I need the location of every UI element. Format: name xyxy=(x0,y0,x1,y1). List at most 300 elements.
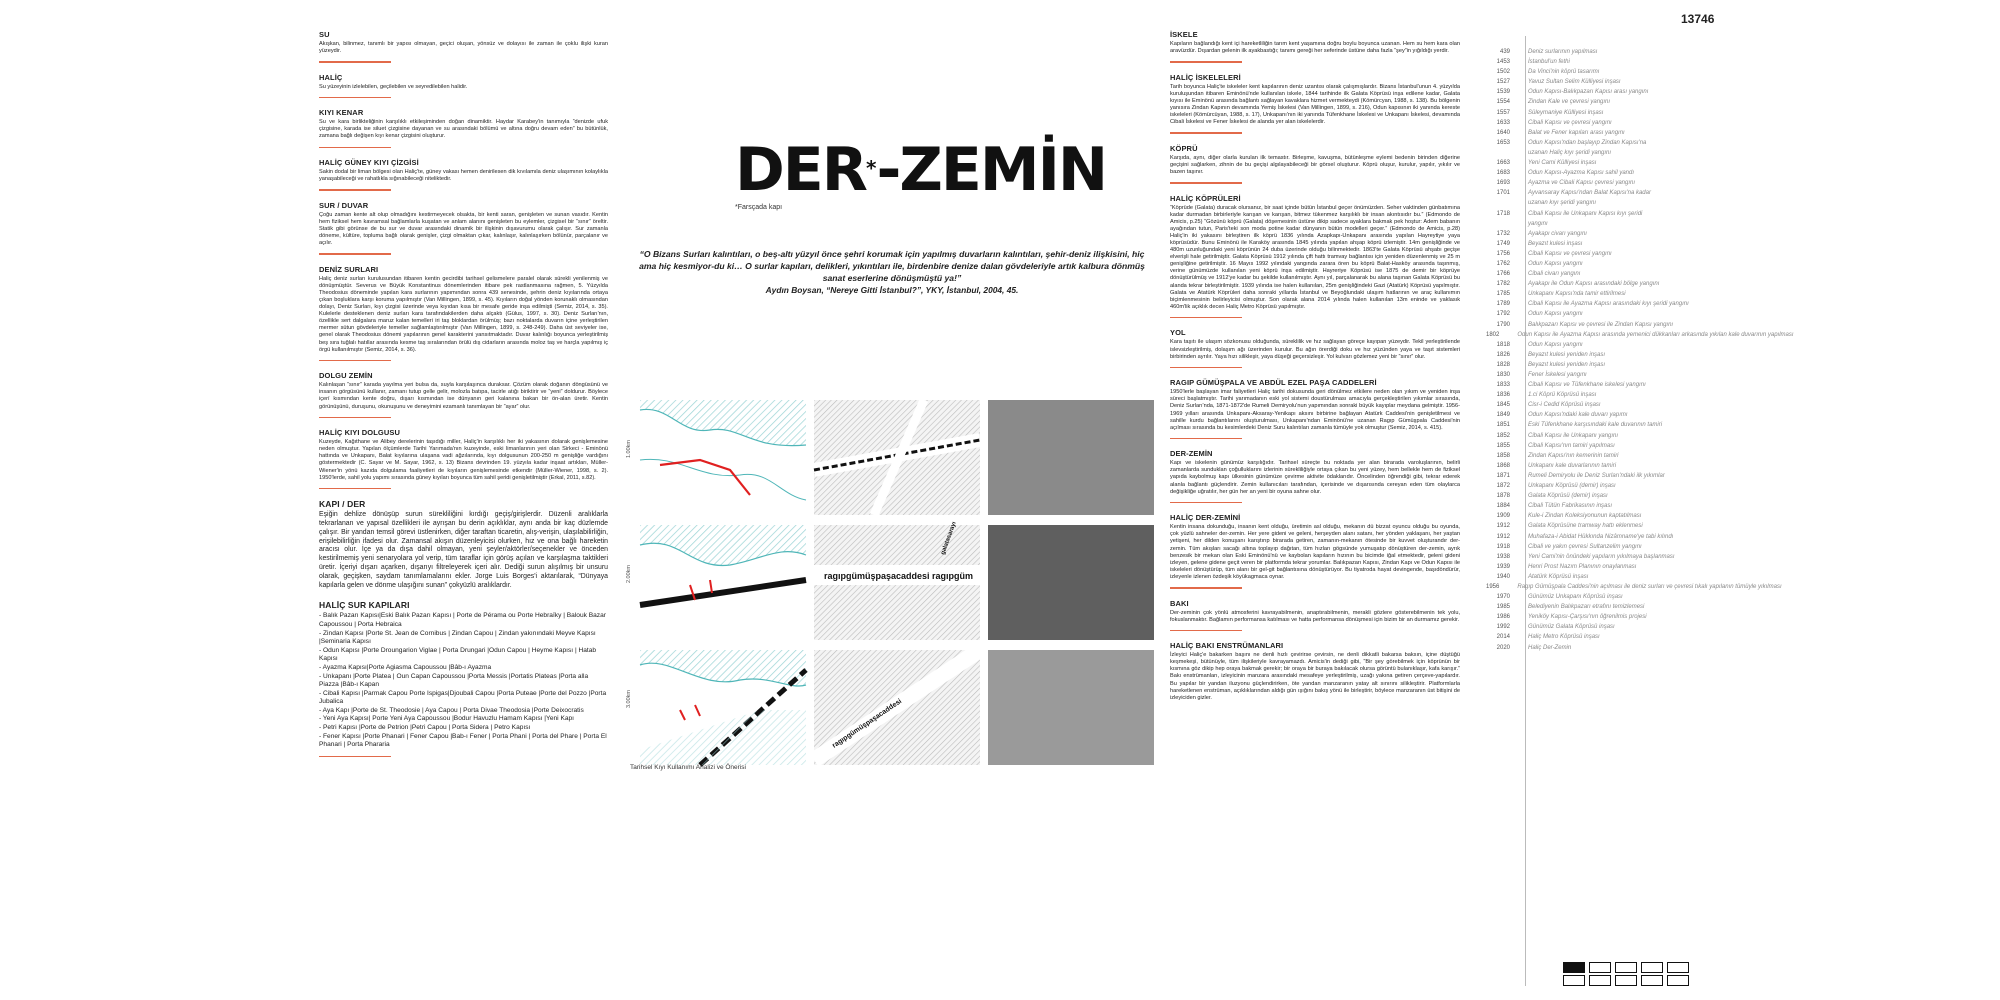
section-baki-enstrumanlari xyxy=(1170,641,1460,702)
gate-item: - Aya Kapı |Porte de St. Theodosie | Aya Capou | Porta Divae Theodosia |Porte Deixocratis xyxy=(319,706,584,714)
section-text: Çoğu zaman kente alt olup olmadığını kestirmeyecek olsakta, bir kenti saran, genişleten ve sunan vasıdır. Kentin hem fiziksel hem kavramsal bağlamlarla kuşatan ve anlam alanını genişleten bu eylemler, çizgisel bir “sınır” öreltir. Statik gibi görünse de bu sur ve duvar arasındaki dinamik bir ilişkinin dışavurumu olarak çalışır. Sur zamanla döneme, kültüre, topluma bağlı olarak genişler, çizgi olmaktan çıkar, kalınlaşır, kalınlaşırken bölünür, parçalanır ve açılır. xyxy=(319,211,608,247)
timeline-entry xyxy=(1486,189,1736,199)
timeline-year: 1683 xyxy=(1496,170,1510,177)
timeline-event: 1.ci Köprü Köprüsü inşası xyxy=(1528,392,1597,399)
street-label: ragıpgümüşpaşacaddesi xyxy=(831,697,904,750)
section-underline xyxy=(319,417,391,419)
timeline-event: Cibali Kapısı ile Unkapanı yangını xyxy=(1528,432,1619,439)
timeline-event: Zindan Kale ve çevresi yangını xyxy=(1528,99,1611,106)
timeline-event: Unkapanı kale duvarlarının tamiri xyxy=(1528,462,1617,469)
timeline-event: Balıkpazarı Kapısı ve çevresi ile Zindan Kapısı yangını xyxy=(1528,321,1674,328)
timeline-entry xyxy=(1486,109,1736,119)
page-indicator-cell xyxy=(1563,975,1585,986)
timeline-entry xyxy=(1486,633,1736,643)
section-text: Der-zeminin çok yönlü atmosferini kavrayabilmenin, anaptırabilmenin, merakli gözlere gösterebilmenin tek yolu, fokuslanmaktır. Bağlamın performansa katılması ve hatta performansa dönüşmesi için bizim bir an durmamız gerekir. xyxy=(1170,609,1460,623)
timeline-event: İstanbul'un fethi xyxy=(1528,59,1570,66)
section-heading: KAPI / DER xyxy=(319,499,366,510)
timeline-year: 1884 xyxy=(1496,503,1510,510)
timeline-entry xyxy=(1486,98,1736,108)
timeline xyxy=(1486,48,1794,654)
timeline-year: 1756 xyxy=(1496,250,1510,257)
section-underline xyxy=(1170,132,1242,134)
section-text: Haliç deniz surları kurulusundan itibaren kentin gecirdibi tarihsel gelismelere paralel olarak sürekli yenilenmiş ve dönüşmüştür. Severus ve Büyük Konstantinus dönemlerinden itibare pek rastlanmasına rağmen, 5. Yüzyılda Theodosius döneminde yapılan kara surlarının yapımından sonra 439 senesinde, şehrin deniz kıyılarında ortaya çıkan boşluklara karşı koruma yapılmıştır (Van Millingen, 1899, s. 45). Kıyıların doğal yönden korunaklı olmasından dolayı, Deniz Surları, kıyı çizgisi üzerinde veya kıyıdan kısa bir mesafe geride inşa edilmişti (Semiz, 2014, s. 35). Kulelerle desteklenen deniz surları kara tarafındakilerden daha alçaktı (Gülus, 1997, s. 30). Deniz Surları'nın, özellikle sert dalgalara maruz kalan temelleri iri taş bloklardan örülmüş; bazı noktalarda duvarın içine yerleştirilen mermer sütun gövdeleriyle temeller sağlamlaştırılmıştır (Van Millingen, 1899, s. 248-249). Daha üst seviyeler ise, genel olarak Theodosius dönemi yapılarının genel karakterini yansıtmaktadır. Duvar kalınlığı boyunca yerleştirilmiş beş sıra tuğlalı hatıllar arasında kesme taş sıralarından örülü dış cidarların arasında moloz taş ve harçla yapılmış iç örgü kullanılmıştır (Semiz, 2014, s. 36). xyxy=(319,275,608,353)
left-column xyxy=(319,30,608,767)
timeline-year: 1789 xyxy=(1496,301,1510,308)
timeline-year: 1527 xyxy=(1496,79,1510,86)
scale-label: 2.00km xyxy=(626,565,632,584)
timeline-entry xyxy=(1486,169,1736,179)
timeline-entry xyxy=(1486,139,1736,149)
timeline-year: 1872 xyxy=(1496,483,1510,490)
epigraph-source: Aydın Boysan, “Nereye Gitti İstanbul?”, YKY, İstanbul, 2004, 45. xyxy=(765,285,1019,295)
timeline-entry xyxy=(1486,149,1736,159)
timeline-year: 1849 xyxy=(1496,412,1510,419)
section-halic-iskeleleri xyxy=(1170,73,1460,134)
gate-item: - Odun Kapısı |Porte Droungarion Viglae | Porta Drungari |Odun Capou | Heyme Kapısı | Hatab Kapısı xyxy=(319,646,597,663)
timeline-event: Ragıp Gümüşpala Caddesi'nin açılması ile deniz surları ve çevresi tıkalı yapılanın tümüyle yıkılması xyxy=(1517,583,1782,590)
timeline-event: Cibali civarı yangını xyxy=(1528,271,1581,278)
timeline-year: 439 xyxy=(1499,49,1510,55)
figure-caption: Tarihsel Kıyı Kullanımı Analizi ve Önerisi xyxy=(630,764,746,771)
section-halic-der-zemini xyxy=(1170,513,1460,588)
timeline-event: Cibali Kapısı ve çevresi yangını xyxy=(1528,119,1612,126)
section-underline xyxy=(319,253,391,255)
section-guney-kiyi xyxy=(319,158,608,191)
section-heading: HALİÇ GÜNEY KIYI ÇİZGİSİ xyxy=(319,158,419,168)
section-underline xyxy=(1170,438,1242,440)
gate-item: - Balık Pazarı Kapısı|Eski Balık Pazarı Kapısı | Porte de Pérama ou Porte Hebraïky | Balouk Bazar Capoussou | Porta Hebraica xyxy=(319,612,606,628)
section-text: Kapı ve iskelenin günümüz karşılığıdır. Tarihsel süreçte bu noktada yer alan birarada varoluşlarının, belirli zamanlarda sunduklan çoğulluklarını izlerinin sürekliliğiyle ortaya çıkan bu yeni yüzey, hem bellekle hem de fiziksel yapıda kaybolmuş kapı ülkesinin günümüze çevirme aktivite ödaklarıdır. Öncelinden öğrendiği gibi, tekrar ederek alanla bağlantı güçlendirir. Zemin kullanıcıları tarafından, içerisinde ve dışarısında cereyan eden tüm olaylarca değişikliğe uğratılır, her gün her an yeni bir oyuna sahne olur. xyxy=(1170,460,1460,495)
timeline-event: Odun Kapısı'ndan başlayıp Zindan Kapısı'na xyxy=(1528,139,1647,146)
page-indicator-cell xyxy=(1641,975,1663,986)
page-title: DER*-ZEMİN xyxy=(735,135,1107,205)
section-heading: KÖPRÜ xyxy=(1170,143,1198,153)
coastline-map-2 xyxy=(640,525,806,640)
page-indicator-cell xyxy=(1615,975,1637,986)
page-indicator-cell xyxy=(1563,962,1585,973)
timeline-entry xyxy=(1486,563,1736,573)
timeline-entry xyxy=(1486,381,1736,391)
timeline-year: 1985 xyxy=(1496,604,1510,611)
timeline-year: 1858 xyxy=(1496,452,1510,459)
timeline-entry xyxy=(1486,250,1736,260)
timeline-entry xyxy=(1486,472,1736,482)
timeline-event: uzanan kıyı şeridi yangını xyxy=(1528,200,1597,207)
section-text: Kalınlaşan “sınır” karada yayılma yeri bulsa da, suyla karşılaşınca duraksar. Çözüm olarak doğanın döngüsünü ve insanın görgüsünü kullanır, zamanı tutup gelle gelir, molozla batıpa, tacirle atığı biriktirir ve “yeni” doldurur. Böylece içerí kısmından kente doğru, dışarı kısmından ise dünyanın geri kalanına bakan bir ön-alan üretir. Kentin görünüşünü, duruşunu, okunuşunu ve deneyimini ezamanlı tanımlayan bir “ayar” olur. xyxy=(319,382,608,410)
page-indicator-cell xyxy=(1667,975,1689,986)
timeline-event: Cibali Kapısı ile Unkapanı Kapısı kıyı şeridi xyxy=(1528,210,1643,217)
timeline-event: Unkapanı Köprüsü (demir) inşası xyxy=(1528,483,1616,490)
timeline-entry xyxy=(1486,623,1736,633)
timeline-event: Cibali ve yakın çevresi Sultanzelim yangını xyxy=(1528,543,1642,550)
timeline-event: Zindan Kapısı'nın kemerinin tamiri xyxy=(1528,452,1619,459)
timeline-year: 1956 xyxy=(1486,583,1500,590)
section-kapi-der xyxy=(319,499,608,590)
timeline-entry xyxy=(1486,432,1736,442)
timeline-entry xyxy=(1486,583,1782,593)
section-underline xyxy=(319,488,391,490)
timeline-entry xyxy=(1486,341,1736,351)
section-text: 1950'lerle başlayan imar faliyetleri Haliç tarihi dokusunda geri dönülmez etkilere neden olan yıkım ve yeniden inşa süreci başlatmıştır. Tarihi yarımadanın eski yol sistemi doustürulması amacıyla gerçekleştirilen yıkımlar sırasında, Deniz Surları'nda, 1871-1872'de Rumeli Demiryolu'nun yapımından sonraki büyük kayıplar meydana gelmiştir. 1956-1969 yılları arasında Unkapanı-Aksaray-Yenikapı aksını birbirine bağlayan Atatürk Caddesi'nin genişletilmesi ve sahille kurdu bağlantılarını oluşturulması, Unkapanı'ndan Eminönü'ne uzanan Ragıp Gümüşpala Caddesi'nin açılması sırasında bu kesimlerdeki Deniz Suru kalıntıları zamanla tümüyle yok olmuştur (Semiz, 2014, s. 415). xyxy=(1170,389,1460,431)
timeline-entry xyxy=(1486,260,1736,270)
gate-item: - Zindan Kapısı |Porte St. Jean de Cornibus | Zindan Capou | Zindan yakınındaki Meyve Kapısı |Seminaria Kapısı xyxy=(319,629,596,646)
timeline-event: Cibali Tütün Fabrikasının inşası xyxy=(1528,503,1613,510)
timeline-entry xyxy=(1486,442,1736,452)
section-kiyi-dolgusu xyxy=(319,428,608,489)
timeline-year: 1554 xyxy=(1496,99,1510,106)
timeline-entry xyxy=(1486,421,1736,431)
section-underline xyxy=(1170,182,1242,184)
section-heading: SU xyxy=(319,30,330,39)
timeline-event: Beyazıt kulesi inşası xyxy=(1528,240,1583,247)
section-sur-duvar xyxy=(319,201,608,255)
section-text: “Köprüde (Galata) duracak olursanız, bir saat içinde bütün İstanbul geçer önümüzden. Seher vaktinden günbatımına kadar durmadan birbirleriyle karışan ve karışan, bitmez tükenmez karşılıklı bir insan akıntısıdır bu.” (Edmondo de Amicis, p.25) “Gözünü köprü (Galata) döşemesinin üstüne dikip sadece ayaklara bakmak pek hoştur: Adem babanın ayağından tutun, Paris'teki son moda potine kadar dünyanın bütün modelleri geçer.” (Edmondo de Amicis, p.28) Haliç'in iki yakasını birleştiren ilk köprü 1836 yılında Azapkapı-Unkapanı arasında yapılan Hayreytiye yaya köprüsüdür. Bunu Eminönü ile Karaköy arasında 1845 yılında yapılan ahşap köprü izlemiştir. 14m genişliğinde ve 480m uzunluğundaki yeni köprünün 24 duba üzerinde olduğu bilinmektedir. 1863'te Galata Köprüsü ahşabı geçişe elverişli hale getirilmiştir. Galata Köprüsü 1912 yılında çift hattı tramvay bağlantısı için yeniden düzenlenmiş ve 25 m genişliğine getirilmiştir. 16 Mayıs 1992 yılındaki yangında zarara ören bu köprü Balat-Hasköy arasında taşınmış, verine günümüzde kullanılan yeni köprü inşa edilmiştir. Hayreriye Köprüsü ise 1875 de demir bir köprüye dönüştürülmüş ve 1912'ye kadar bu şekilde kullanılmıştır. Aynı yıl, parçalanarak bu alana taşınan Galata Köprüsü bu alanda tekrar birleştirilmiştir. 1939 yılında ise halen kullanılan, 25m genişliğindeki Gazi (Atatürk) Köprüsü yapılmıştır. Galata ve Atatürk Köprüleri daha sonraki yıllarda İstanbul ve Beyoğlundaki ulaşım hatlarının ve araç kullanımın biçimlenmesinin belirleyicisi olmuştur. Son olarak alana 2014 yılında halen kullanılan 13m eninde ve yaklasık 460m'lik açıklık decen Haliç Metro Köprüsü yapılmıştır. xyxy=(1170,204,1460,310)
timeline-entry xyxy=(1486,280,1736,290)
timeline-entry xyxy=(1486,361,1736,371)
timeline-event: Odun Kapısı'ndaki kale duvarı yapımı xyxy=(1528,412,1628,419)
timeline-event: Ayakapı ile Odun Kapısı arasındaki bölge yangını xyxy=(1528,281,1660,288)
timeline-year: 1790 xyxy=(1496,321,1510,328)
section-underline xyxy=(319,360,391,362)
title-marker: * xyxy=(866,156,877,180)
section-underline xyxy=(1170,630,1242,632)
street-label: ragıpgümüşpaşacaddesi ragıpgüm xyxy=(824,571,974,581)
timeline-event: Odun Kapısı-Balıkpazarı Kapısı arası yangını xyxy=(1528,89,1649,96)
timeline-year: 1762 xyxy=(1496,260,1510,267)
timeline-event: Belediyenin Balıkpazarı etrafını temizlemesi xyxy=(1528,604,1645,611)
timeline-entry xyxy=(1486,411,1736,421)
timeline-year xyxy=(1486,220,1528,230)
timeline-year: 1852 xyxy=(1496,432,1510,439)
timeline-entry xyxy=(1486,300,1736,310)
timeline-year: 1453 xyxy=(1496,59,1510,66)
timeline-year: 1918 xyxy=(1496,543,1510,550)
section-su xyxy=(319,30,608,63)
section-heading: YOL xyxy=(1170,328,1186,338)
section-text: Kapıların bağlandığı kent içi hareketliliğin tarım kent yaşamına doğru boylu boyunca uzanan. Hem su hem kara olan aravüzdür. Dışardan gelenin ilk ayakbastığı; tanımı gereği her seferinde üstüne daha fazla “şey”in yığıldığı yerdir. xyxy=(1170,41,1460,55)
district-label: galatasarayı xyxy=(940,521,958,556)
page-number: 13746 xyxy=(1681,12,1715,26)
timeline-event: Muhafaza-i Abidat Hükkında Nizâmname'ye tabi kılındı xyxy=(1528,533,1674,540)
section-underline xyxy=(319,147,391,149)
timeline-event: Atatürk Köprüsü inşası xyxy=(1528,573,1589,580)
timeline-year: 1992 xyxy=(1496,624,1510,631)
timeline-event: Cisr-i Cedid Köprüsü inşası xyxy=(1528,402,1601,409)
timeline-entry xyxy=(1486,331,1794,341)
timeline-entry xyxy=(1486,543,1736,553)
timeline-event: Haliç Metro Köprüsü inşası xyxy=(1528,634,1600,641)
section-heading: DOLGU ZEMİN xyxy=(319,371,373,381)
timeline-year: 1830 xyxy=(1496,372,1510,378)
timeline-year: 1693 xyxy=(1496,180,1510,187)
timeline-year: 1749 xyxy=(1496,240,1510,247)
timeline-entry xyxy=(1486,58,1736,68)
timeline-entry xyxy=(1486,492,1736,502)
timeline-entry xyxy=(1486,129,1736,139)
timeline-event: Balat ve Fener kapıları arası yangını xyxy=(1528,129,1625,136)
timeline-year: 1828 xyxy=(1496,361,1510,368)
timeline-year: 1912 xyxy=(1496,523,1510,530)
section-heading: HALİÇ KIYI DOLGUSU xyxy=(319,428,400,438)
timeline-entry xyxy=(1486,270,1736,280)
timeline-event: Odun Kapısı yangını xyxy=(1528,260,1583,267)
section-text: Kentin insana dokunduğu, insanın kent olduğu, üretimin asl olduğu, mekanın dü bizzat oyuncu olduğu bu oyunda, çok yüzlü sahneler der-zemin. Her yere gideni ve geleni, herşeyden alanı satanı, her yönden yaklaşanı, her yaştan yetişeni, her dilden konuşanı karıştırıp birarada getiren, zamanın-mekanın ötesinde bir kuvvet oluşturandır der-zemin. Tüm akışları sacağı altına toplayıp dağıtan, tüm hızları gögsünde yumuşatıp dönüştüren der-zemin, ayrık benzesik bir mekan olan Eski Eminönü'nü ve kaybolan kapıların hızının bu bicimde iğal etmektedir, geleni gideni izleyen, gelene gidene geçit veren bir platformda tekrar yorumlar. Balıkpazarı Kapısı, Zindan Kapı ve Odun Kapısı ile iskeleleri dönüştürüp, tüm alanı bir gel-git bağlantısına dönüştürüyor. Bu tiyatroda hayat devingende, başıdöndürür, izleyenle izlenen özdeşik köyükagmaca oynar. xyxy=(1170,524,1460,580)
section-heading: HALİÇ KÖPRÜLERİ xyxy=(1170,193,1241,203)
timeline-event: Süleymaniye Külliyesi inşası xyxy=(1528,109,1604,116)
timeline-event: Henri Prost Nazım Planının onaylanması xyxy=(1528,563,1637,570)
timeline-event: uzanan Haliç kıyı şeridi yangını xyxy=(1528,149,1612,156)
section-heading: SUR / DUVAR xyxy=(319,200,369,210)
timeline-year: 1909 xyxy=(1496,513,1510,520)
timeline-entry xyxy=(1486,88,1736,98)
timeline-event: Cibali Kapısı ve Tüfenkhane iskelesi yangını xyxy=(1528,382,1646,389)
historic-photo-2 xyxy=(988,525,1154,640)
section-caddeler xyxy=(1170,378,1460,439)
timeline-event: Odun Kapısı-Ayazma Kapısı sahil yandı xyxy=(1528,170,1635,177)
timeline-event: Galata Köprüsüne tramway hattı eklenmesi xyxy=(1528,523,1643,530)
page-indicator-cell xyxy=(1589,962,1611,973)
section-halic-kopruleri xyxy=(1170,194,1460,319)
timeline-year: 1701 xyxy=(1496,190,1510,197)
timeline-event: Günümüz Galata Köprüsü inşası xyxy=(1528,624,1615,631)
timeline-year: 1986 xyxy=(1496,614,1510,621)
timeline-entry xyxy=(1486,240,1736,250)
timeline-event: Ayazma ve Cibali Kapısı çevresi yangını xyxy=(1528,180,1635,187)
title-footnote: *Farsçada kapı xyxy=(735,204,783,211)
timeline-event: Yeni Cami'nin önündeki yapıların yıkılmaya başlanması xyxy=(1528,553,1675,560)
section-underline xyxy=(1170,61,1242,63)
section-underline xyxy=(319,189,391,191)
timeline-event: Yavuz Sultan Selim Külliyesi inşası xyxy=(1528,79,1621,86)
timeline-entry xyxy=(1486,613,1736,623)
section-deniz-surlari xyxy=(319,265,608,362)
section-der-zemin xyxy=(1170,449,1460,503)
timeline-entry xyxy=(1486,452,1736,462)
page-indicator-cell xyxy=(1615,962,1637,973)
section-text: Kara taşıtı ile ulaşım sözkonusu olduğunda, süreklilik ve hız sağlayan göreçe kayıpan yüzeydir. Tekil yerleştirilende islevsizleştirilmiş, dolaşım ağı üzerinden kurulur. Bu ağın örerdiği doku ve hız yüzünden yaya ve taşıt sistemleri birbirinden ayrılır. Yaya hızı silikleşir, yaya düşeği geçersizleşir. Yol kulvarı gözlemez yeni bir “sınır” olur. xyxy=(1170,339,1460,360)
section-kopru xyxy=(1170,144,1460,184)
timeline-entry xyxy=(1486,210,1736,220)
timeline-year: 1818 xyxy=(1496,341,1510,348)
timeline-event: Odun Kapısı ile Ayazma Kapısı arasında yemenici dükkanları arkasında yıkılan kale duvarının yapılması xyxy=(1517,331,1794,338)
epigraph-quote: “O Bizans Surları kalıntıları, o beş-altı yüzyıl önce şehri korumak için yapılmış duvarların kalıntıları, şehir-deniz ilişkisini, hiç ama hiç kesmiyor-du ki… O surlar kapıları, delikleri, yıkıntıları ile, birdenbire denize dalan gövdeleriyle artık kalbura dönmüş sanat eserlerine dönüşmüştü ya!” xyxy=(639,249,1145,283)
timeline-event: Yeni Cami Külliyesi inşası xyxy=(1528,160,1597,167)
timeline-event: Kule-i Zindan Koleksiyonunun kaptatılması xyxy=(1528,513,1642,520)
timeline-entry xyxy=(1486,199,1736,209)
timeline-event: Da Vinci'nin köprü tasarımı xyxy=(1528,69,1600,76)
section-text: Sakin dodal bir liman bölgesi olan Haliç'te, güney vakası hemen denirilesen dik kıvılamıla deniz ulaşımının kolaylıkla yanaşabileceği ve rahatlıkla sığınabileceği niteliktedir. xyxy=(319,169,608,183)
timeline-event: Rumeli Demiryolu ile Deniz Surları'ndaki ilk yıkımlar xyxy=(1528,472,1665,479)
timeline-entry xyxy=(1486,351,1736,361)
section-sur-kapilari xyxy=(319,600,608,757)
section-dolgu-zemin xyxy=(319,371,608,418)
timeline-entry xyxy=(1486,78,1736,88)
section-text: Akışkan, bilinmez, tanımlı bir yapısı olmayan, geçici oluşan, yönsüz ve dolayısı ile zaman ile çoklu ilişki kuran yüzeydir. xyxy=(319,41,608,55)
timeline-year: 1653 xyxy=(1496,139,1510,146)
timeline-event: Beyazıt kulesi yeniden inşası xyxy=(1528,361,1606,368)
section-heading: HALİÇ SUR KAPILARI xyxy=(319,600,410,611)
section-underline xyxy=(1170,317,1242,319)
timeline-event: Eski Tüfenkhane karşısındaki kale duvarının tamiri xyxy=(1528,422,1663,429)
section-text: Su ve kara birlikteliğinin karşılıklı etkileşiminden doğan dinamiktir. Haydar Karabey'in tanımıyla “denizde ufuk çizgisine, karada ise siluet çizgisine dayanan ve su arasındaki bölümü ve altına doğru devam eden” bu bütünlük, zamana bağlı değişen kıyı kenar çizgisini oluşturur. xyxy=(319,119,608,140)
gate-item: - Unkapanı |Porte Platea | Oun Capan Capoussou |Porta Messis |Portatis Plateas |Porta alla Piazza |Bâb-ı Kapan xyxy=(319,672,589,689)
section-underline xyxy=(1170,587,1242,589)
timeline-entry xyxy=(1486,593,1736,603)
timeline-entry xyxy=(1486,230,1736,240)
section-baki xyxy=(1170,599,1460,632)
timeline-year: 1836 xyxy=(1496,392,1510,399)
timeline-year xyxy=(1486,199,1528,209)
gate-item: - Fener Kapısı |Porte Phanari | Fener Capou |Bab-ı Fener | Porta Phani | Porta del Phare | Porta El Phanari | Porta Phararia xyxy=(319,732,607,749)
timeline-year: 1833 xyxy=(1496,382,1510,389)
section-heading: İSKELE xyxy=(1170,30,1198,39)
section-yol xyxy=(1170,328,1460,368)
timeline-entry xyxy=(1486,310,1736,320)
timeline-year: 1851 xyxy=(1496,422,1510,429)
title-block xyxy=(735,135,1107,211)
scale-label: 3.00km xyxy=(626,690,632,709)
section-text: Karşıda, aynı, diğer olarla kurulan ilk temastır. Birleşme, kavuşma, bütünleşme eylemi bedenin birinden diğerine geçişini sağlarken, zihnin de bu geçişi algılayabileceği bir görsel oluşturur. Köprü oluşur, kurulur, yapılır, yıkılır ve bazen taşınır. xyxy=(1170,154,1460,175)
timeline-year: 1557 xyxy=(1496,109,1510,116)
timeline-year: 1640 xyxy=(1496,129,1510,136)
timeline-year: 1766 xyxy=(1496,271,1510,278)
historic-photo-3 xyxy=(988,650,1154,765)
timeline-entry xyxy=(1486,371,1736,381)
timeline-entry xyxy=(1486,401,1736,411)
timeline-year: 1845 xyxy=(1496,402,1510,409)
gate-item: - Petri Kapısı |Porte de Petrion |Petri Capou | Porta Sidera | Petro Kapısı xyxy=(319,724,531,732)
page-indicator-cell xyxy=(1667,962,1689,973)
timeline-event: Ayvansaray Kapısı'ndan Balat Kapısı'na kadar xyxy=(1528,190,1651,197)
timeline-entry xyxy=(1486,522,1736,532)
timeline-year: 1938 xyxy=(1496,553,1510,560)
timeline-year: 1826 xyxy=(1496,351,1510,358)
street-map-3 xyxy=(814,650,980,765)
page-indicator-cell xyxy=(1641,962,1663,973)
timeline-event: Odun Kapısı yangını xyxy=(1528,341,1583,348)
timeline-year: 1970 xyxy=(1496,594,1510,601)
timeline-event: Yeniköy Kapısı-Çarşısı'nın öğrenilmis projesi xyxy=(1528,614,1647,621)
section-text: Tarih boyunca Haliç'te iskeleler kent kapılarının deniz uzantısı olarak çalışmışlardır. Bizans İstanbul'unun 4. yüzyılda kuruluşundan itibaren Eminönü'nde kullanılan iskele, 1844 tarihinde ilk Galata Köprüsü inşa edilene kadar, Galata kıyısı ile Eminönü arasında bağlantı sağlayan kavaklara hizmet vermekteydi (Kömürcyan, 1988, s. 138). Bu bölgenin yanısıra Zindan Kapının devamında Yemiş İskelesi (Van Millingen, 1899, s. 216), Odun kapısının iki yanında kereste iskeleleri (Kömürcüyan, 1988, s. 17), Unkapanı'nın iki yanında Tüfenkhane İskelesi ve Unkapanı İskelesi, devamında Cibali İskelesi ve Fener İskelesi de alanda yer alan iskelelerdir. xyxy=(1170,83,1460,126)
timeline-year: 1871 xyxy=(1496,472,1510,479)
timeline-event: Deniz surlarının yapılması xyxy=(1528,49,1598,55)
timeline-year: 1663 xyxy=(1496,160,1510,167)
timeline-entry xyxy=(1486,159,1736,169)
timeline-entry xyxy=(1486,321,1736,331)
timeline-year: 1940 xyxy=(1496,573,1510,580)
street-map-2 xyxy=(814,521,980,640)
timeline-year: 1802 xyxy=(1486,331,1500,338)
timeline-event: Cibali Kapısı ile Ayazma Kapısı arasındaki kıyı şeridi yangını xyxy=(1528,301,1689,308)
section-underline xyxy=(319,756,391,758)
timeline-event: Cibali Kapısı ve çevresi yangını xyxy=(1528,250,1612,257)
timeline-entry xyxy=(1486,502,1736,512)
timeline-entry xyxy=(1486,603,1736,613)
timeline-year: 1502 xyxy=(1496,69,1510,76)
coastline-map-1 xyxy=(640,400,806,515)
timeline-year xyxy=(1486,149,1528,159)
timeline-event: Beyazıt kulesi yeniden inşası xyxy=(1528,351,1606,358)
timeline-entry xyxy=(1486,68,1736,78)
timeline-entry xyxy=(1486,48,1736,58)
timeline-entry xyxy=(1486,512,1736,522)
timeline-event: Fener İskelesi yangını xyxy=(1528,372,1587,378)
timeline-entry xyxy=(1486,220,1736,230)
timeline-year: 1792 xyxy=(1496,311,1510,318)
gate-item: - Yeni Aya Kapısı| Porte Yeni Aya Capoussou |Bodur Havuzlu Hamam Kapısı |Yeni Kapı xyxy=(319,715,575,723)
timeline-year: 2020 xyxy=(1496,644,1510,651)
timeline-entry xyxy=(1486,179,1736,189)
timeline-event: Ayakapı civarı yangını xyxy=(1528,230,1587,237)
section-heading: HALİÇ İSKELELERİ xyxy=(1170,72,1241,82)
section-heading: DER-ZEMİN xyxy=(1170,449,1213,459)
section-text: Kuzeyde, Kağıthane ve Alibey derelerinin taşıdığı miller, Haliç'in karşılıklı her iki yakasının dolarak genişlemesine neden olmuştur. Yapılan ölçümlerde Tarihi Yarımada'nın kuzeyinde, eski limanlarının yeri olan Sirkeci - Eminönü hattında ve Unkapanı, Balat kıyılarına ulaşana vadi ağzılarında, kıyı dolgusunun 200-250 m genişliğe vardığını göstermektedir (C. Sayar ve M. Sayar, 1962, s. 13) Bizans devrinden 19. yüzyıla kadar inşaat artıkları, Müller-Wiener'in yönü kazıda dolgulama faaliyetleri de kıyıların genişlemesinde etkendir (Müller-Wiener, 1998, s. 2). 1950'lerde, sahil yolu yapımı sırasında güney kıyıları boyunca tüm sahil şeridi genişletilmiştir (Erkal, 2011, s.82). xyxy=(319,439,608,481)
timeline-event: Unkapanı Kapısı'nda tamir ettirilmesi xyxy=(1528,291,1626,298)
section-heading: DENİZ SURLARI xyxy=(319,264,379,274)
timeline-event: Galata Köprüsü (demir) inşası xyxy=(1528,493,1608,500)
timeline-year: 1633 xyxy=(1496,119,1510,126)
section-heading: KIYI KENAR xyxy=(319,108,364,118)
section-text: İzleyici Haliç'e bakarken başını ne denli hızlı çevirirse çevirsin, ne denli dikkatli bakarsa baksın, içine düştüğü keşmekeşi, bütünüyle, tüm ilişkileriyle kavrayamazdı. Amicis'in dediği gibi, “Bir şey görebilmek için köprünün bir kısmına göz dikip hep oraya bakmak gerekir; bir oraya bir buraya bakılacak olursa görüntü bulanıklaşır, kafa karışır.” Bakı enstrümanları, izleyicinin manzara arasındaki mesafeye yerleştirilmiş, uzağı yakına getiren çerçeve-yapılardır. Bu yapılar bir yandan iluzyonu güçlendirirken, öte yandan manzaranın yatay alt sınırını silikleştirir. Platformlarla hareketlenen enstrüman, açıklıklarından aldığı gün ışığını bakış yönü ile birleştirir, böylece manzaranın üst bitişini de izleyiciden gizler. xyxy=(1170,652,1460,701)
historic-photo-1 xyxy=(988,400,1154,515)
section-underline xyxy=(319,61,391,63)
section-halic xyxy=(319,73,608,99)
timeline-entry xyxy=(1486,482,1736,492)
section-heading: RAGIP GÜMÜŞPALA VE ABDÜL EZEL PAŞA CADDELERİ xyxy=(1170,378,1377,388)
timeline-entry xyxy=(1486,644,1736,654)
section-underline xyxy=(1170,502,1242,504)
section-heading: HALİÇ BAKI ENSTRÜMANLARI xyxy=(1170,641,1284,651)
timeline-year: 1782 xyxy=(1496,281,1510,288)
timeline-event: Günümüz Unkapanı Köprüsü inşası xyxy=(1528,594,1623,601)
timeline-year: 1732 xyxy=(1496,230,1510,237)
timeline-year: 1868 xyxy=(1496,462,1510,469)
right-column xyxy=(1170,30,1460,712)
timeline-event: Cibali Kapısı'nın tamiri yapılması xyxy=(1528,442,1615,449)
timeline-year: 1785 xyxy=(1496,291,1510,298)
section-text: Eşiğin dehlize dönüşüp surun sürekliliğini kırdığı geçiş/girişlerdir. Düzenli aralıklarla tekrarlanan ve yapısal özellikleri ile ayrışan bu derin açıklıklar, aynı anda bir kaç düzlemde çalışır. Bir yandan temsil görevi üstlenirken, diğer taraftan ticaretin, alış-verişin, ulaşılabilirliğin, erişilebilirliğin ifadesi olur. Zamansal akışın düzenleyicisi olurken, hız ve ona bağlı hareketin aracısı olur. İçe ya da dışa dahil olmayan, yeni şeyler/aktörler/seçenekler ve önceden kestirilmemiş yeni senaryolara yol verip, tüm taraflar için görüş açıları ve karşılaşma taktikleri üretir. İçeriyi dışarı açarken, dışarıyı filtreleyerek içeri alır. Dediği surun alışılmış bir unsuru olarak, geçişken, saydam tanımlamalarını ekler. Jorge Luis Borges'i aktarılarak, “Dünyaya kapılarla gelen ve dönme ulaşığını sunan” çokyüzlü aralıklardır. xyxy=(319,511,608,589)
timeline-year: 1718 xyxy=(1496,210,1510,217)
section-heading: BAKI xyxy=(1170,598,1189,608)
street-map-1 xyxy=(814,400,980,515)
timeline-entry xyxy=(1486,462,1736,472)
timeline-year: 1539 xyxy=(1496,89,1510,96)
timeline-year: 1912 xyxy=(1496,533,1510,540)
gate-item: - Cibali Kapısı |Parmak Capou Porte Ispigas|Djoubali Capou |Porta Puteae |Porte del Pozzo |Porta Jubalica xyxy=(319,689,607,706)
timeline-year: 1939 xyxy=(1496,563,1510,570)
section-heading: HALİÇ xyxy=(319,72,343,82)
scale-label: 1.00km xyxy=(626,440,632,459)
coastline-map-3 xyxy=(640,650,806,765)
timeline-event: Haliç Der-Zemin xyxy=(1528,644,1572,651)
section-heading: HALİÇ DER-ZEMİNİ xyxy=(1170,513,1241,523)
timeline-event: Odun Kapısı yangını xyxy=(1528,311,1583,318)
timeline-entry xyxy=(1486,391,1736,401)
section-underline xyxy=(1170,367,1242,369)
timeline-entry xyxy=(1486,573,1736,583)
timeline-year: 2014 xyxy=(1496,634,1510,641)
gate-item: - Ayazma Kapısı|Porte Agiasma Capoussou |Bâb-ı Ayazma xyxy=(319,663,492,671)
timeline-year: 1855 xyxy=(1496,442,1510,449)
timeline-year: 1878 xyxy=(1496,493,1510,500)
section-text: Su yüzeyinin izlelebilen, geçilebilen ve seyredilebilen halidir. xyxy=(319,83,468,90)
section-kiyi-kenar xyxy=(319,108,608,148)
timeline-entry xyxy=(1486,533,1736,543)
section-iskele xyxy=(1170,30,1460,63)
page-indicator-cell xyxy=(1589,975,1611,986)
timeline-event: yangını xyxy=(1528,220,1548,227)
timeline-entry xyxy=(1486,290,1736,300)
